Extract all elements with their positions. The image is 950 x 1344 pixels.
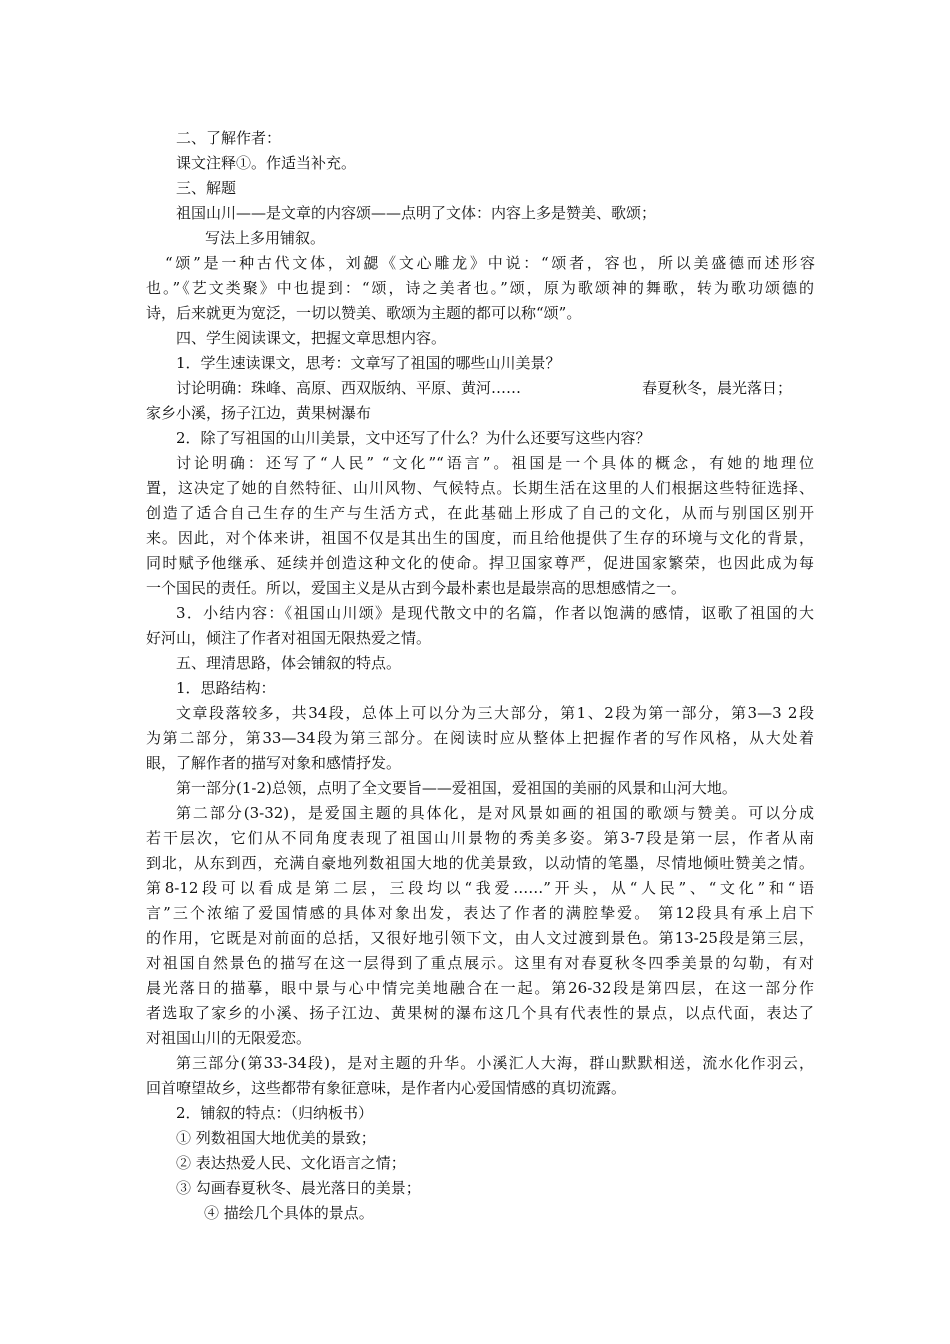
list-item: ① 列数祖国大地优美的景致； [176,1129,376,1147]
section-heading-3: 三、解题 [176,179,237,197]
question-1: 1．学生速读课文，思考：文章写了祖国的哪些山川美景？ [176,354,561,372]
text-line: 到北，从东到西，充满自豪地列数祖国大地的优美景致，以动情的笔墨，尽情地倾吐赞美之情。 [146,854,814,872]
section-heading-5: 五、理清思路，体会铺叙的特点。 [176,654,402,672]
text-line: 第8-12段可以看成是第二层，三段均以“我爱……”开头，从“人民”、“文化”和“语 [146,879,814,897]
section-heading-4: 四、学生阅读课文，把握文章思想内容。 [176,329,447,347]
list-item: ② 表达热爱人民、文化语言之情； [176,1154,406,1172]
text-line: 置，这决定了她的自然特征、山川风物、气候特点。长期生活在这里的人们根据这些特征选择、 [146,479,814,497]
text-line: 创造了适合自己生存的生产与生活方式，在此基础上形成了自己的文化，从而与别国区别开 [146,504,814,522]
text-line: 对祖国自然景色的描写在这一层得到了重点展示。这里有对春夏秋冬四季美景的勾勒，有对 [146,954,814,972]
text-line: 若干层次，它们从不同角度表现了祖国山川景物的秀美多姿。第3-7段是第一层，作者从南 [146,829,814,847]
text-line: 课文注释①。作适当补充。 [176,154,357,172]
text-line: 言”三个浓缩了爱国情感的具体对象出发，表达了作者的满腔挚爱。 第12段具有承上启下 [146,904,814,922]
section-heading-2: 二、了解作者： [176,129,282,147]
text-line: 讨论明确：还写了“人民” “文化”“语言”。祖国是一个具体的概念，有她的地理位 [176,454,814,472]
text-line: 文章段落较多，共34段，总体上可以分为三大部分，第1、2段为第一部分，第3—3 2段 [176,704,814,722]
text-line: 第一部分(1-2)总领，点明了全文要旨——爱祖国，爱祖国的美丽的风景和山河大地。 [176,779,737,797]
text-line: 祖国山川——是文章的内容颂——点明了文体：内容上多是赞美、歌颂； [176,204,657,222]
text-line: 为第二部分，第33—34段为第三部分。在阅读时应从整体上把握作者的写作风格，从大处着 [146,729,814,747]
text-line: “颂”是一种古代文体，刘勰《文心雕龙》中说：“颂者，容也，所以美盛德而述形容 [165,254,815,272]
question-3: 3．小结内容：《祖国山川颂》是现代散文中的名篇，作者以饱满的感情，讴歌了祖国的大 [176,604,814,622]
text-line: 一个国民的责任。所以，爱国主义是从古到今最朴素也是最崇高的思想感情之一。 [146,579,687,597]
subheading-2: 2．铺叙的特点：（归纳板书） [176,1104,374,1122]
subheading-1: 1．思路结构： [176,679,276,697]
text-line: 眼，了解作者的描写对象和感情抒发。 [146,754,402,772]
text-line: 讨论明确：珠峰、高原、西双版纳、平原、黄河…… [176,379,522,397]
text-line: 好河山，倾注了作者对祖国无限热爱之情。 [146,629,432,647]
text-line: 晨光落日的描摹，眼中景与心中情完美地融合在一起。第26-32段是第四层，在这一部分作 [146,979,814,997]
text-line: 者选取了家乡的小溪、扬子江边、黄果树的瀑布这几个具有代表性的景点，以点代面，表达了 [146,1004,814,1022]
text-line: 第三部分(第33-34段)，是对主题的升华。小溪汇人大海，群山默默相送，流水化作羽云， [176,1054,814,1072]
list-item: ④ 描绘几个具体的景点。 [204,1204,374,1222]
text-line: 春夏秋冬，晨光落日； [642,379,793,397]
text-line: 来。因此，对个体来讲，祖国不仅是其出生的国度，而且给他提供了生存的环境与文化的背景， [146,529,814,547]
text-line: 的作用，它既是对前面的总括，又很好地引领下文，由人文过渡到景色。第13-25段是第三层， [146,929,814,947]
text-line: 也。”《艺文类聚》中也提到：“颂，诗之美者也。”颂，原为歌颂神的舞歌，转为歌功颂德的 [146,279,814,297]
text-line: 诗，后来就更为宽泛，一切以赞美、歌颂为主题的都可以称“颂”。 [146,304,582,322]
list-item: ③ 勾画春夏秋冬、晨光落日的美景； [176,1179,421,1197]
text-line: 家乡小溪，扬子江边，黄果树瀑布 [146,404,372,422]
text-line: 回首嘹望故乡，这些都带有象征意味，是作者内心爱国情感的真切流露。 [146,1079,627,1097]
question-2: 2．除了写祖国的山川美景，文中还写了什么？为什么还要写这些内容？ [176,429,651,447]
text-line: 对祖国山川的无限爱恋。 [146,1029,312,1047]
text-line: 同时赋予他继承、延续并创造这种文化的使命。捍卫国家尊严，促进国家繁荣，也因此成为每 [146,554,814,572]
text-line: 第二部分(3-32)，是爱国主题的具体化，是对风景如画的祖国的歌颂与赞美。可以分成 [176,804,814,822]
text-line: 写法上多用铺叙。 [205,229,326,247]
